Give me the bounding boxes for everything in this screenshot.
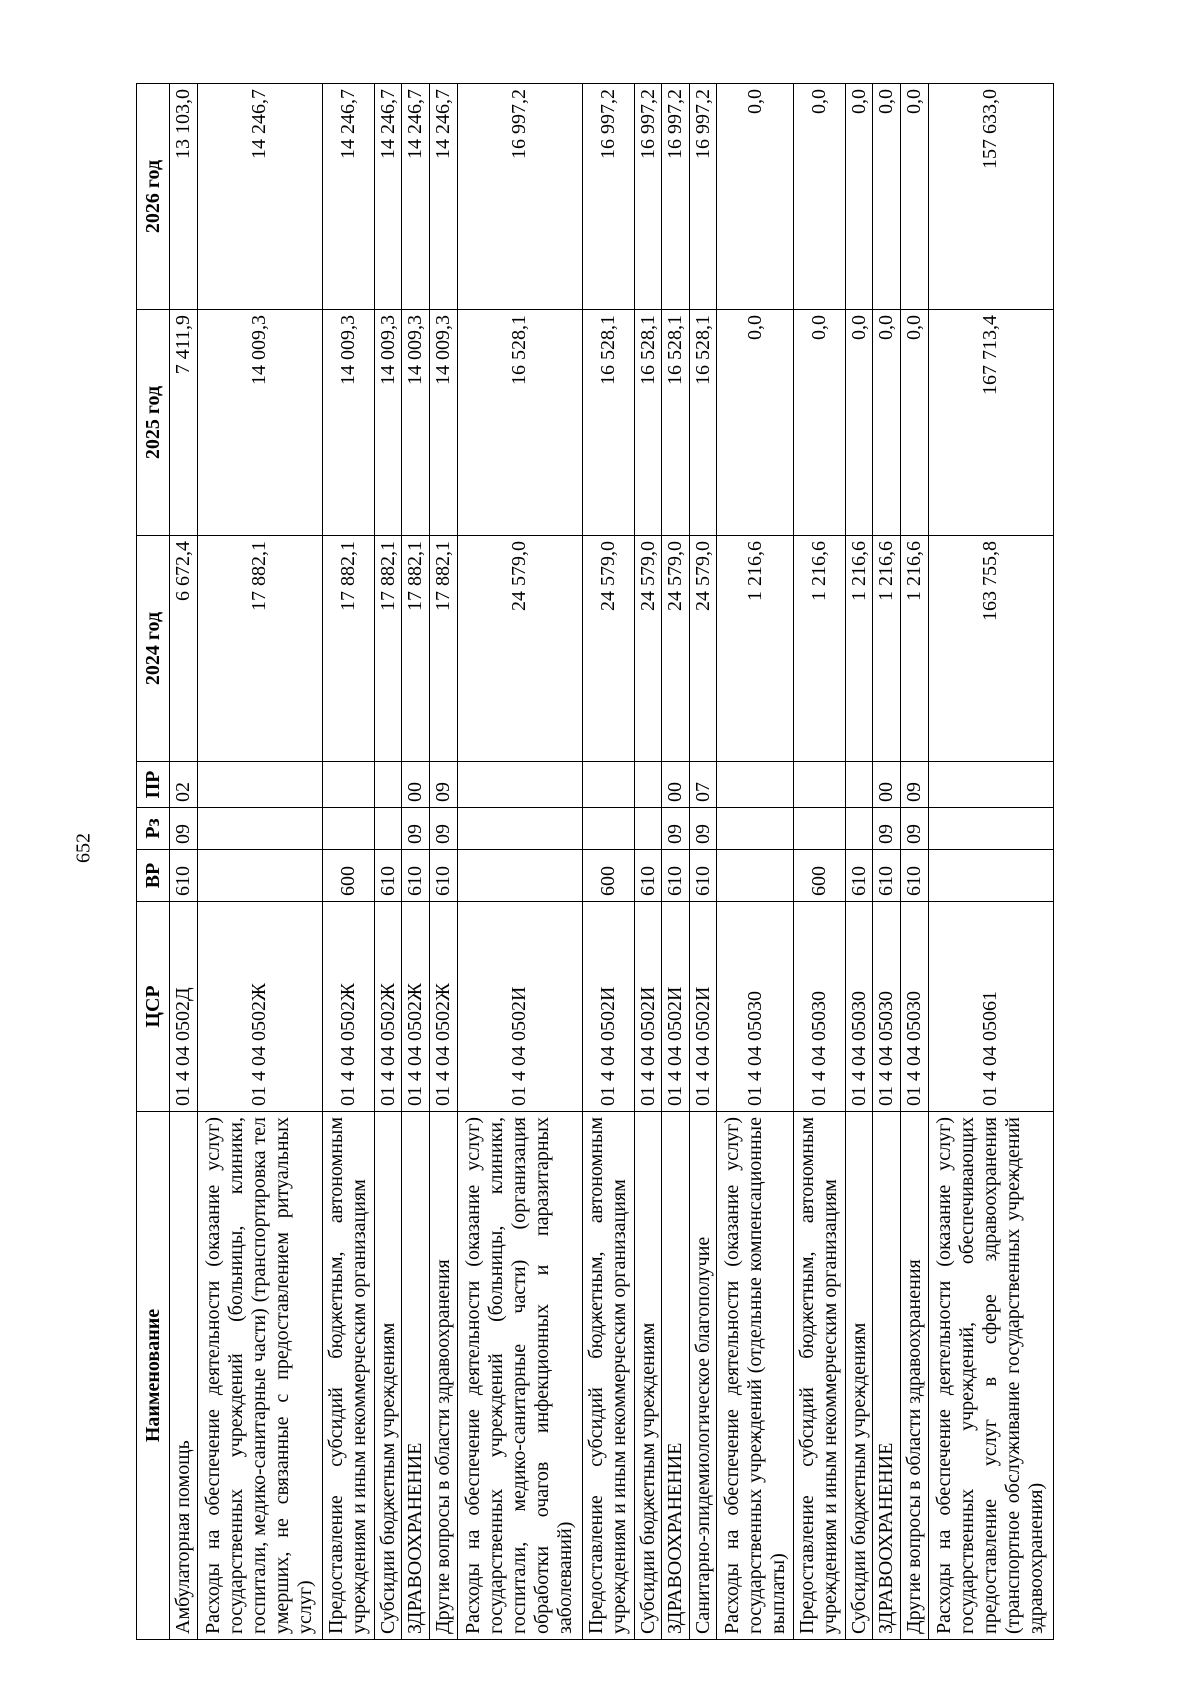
cell-2025: 0,0: [873, 310, 901, 536]
cell-name: ЗДРАВООХРАНЕНИЕ: [662, 1112, 690, 1640]
cell-name: ЗДРАВООХРАНЕНИЕ: [873, 1112, 901, 1640]
cell-pr: 00: [402, 762, 430, 808]
cell-vr: 610: [845, 850, 873, 902]
cell-csr: 01 4 04 0502И: [689, 902, 717, 1112]
cell-2025: 16 528,1: [634, 310, 662, 536]
cell-vr: [928, 850, 1053, 902]
rotated-table-wrapper: [136, 84, 1054, 1640]
header-vr: ВР: [137, 850, 170, 902]
table-row: [717, 84, 793, 1640]
cell-rz: [582, 808, 634, 850]
cell-csr: 01 4 04 05030: [873, 902, 901, 1112]
cell-2024: 1 216,6: [845, 536, 873, 762]
cell-pr: 09: [429, 762, 457, 808]
cell-2024: 1 216,6: [717, 536, 793, 762]
table-row: [374, 84, 402, 1640]
cell-name: Предоставление субсидий бюджетным, автономным учреждениям и иным некоммерческим организациям: [322, 1112, 374, 1640]
cell-csr: 01 4 04 0502И: [582, 902, 634, 1112]
cell-vr: 600: [322, 850, 374, 902]
cell-rz: 09: [873, 808, 901, 850]
cell-2026: 14 246,7: [322, 84, 374, 310]
cell-pr: 09: [901, 762, 929, 808]
cell-2025: 14 009,3: [402, 310, 430, 536]
header-name: Наименование: [137, 1112, 170, 1640]
cell-2025: 0,0: [901, 310, 929, 536]
cell-vr: 610: [689, 850, 717, 902]
page-number: 652: [72, 833, 95, 863]
cell-rz: 09: [901, 808, 929, 850]
cell-name: ЗДРАВООХРАНЕНИЕ: [402, 1112, 430, 1640]
cell-2026: 16 997,2: [582, 84, 634, 310]
cell-csr: 01 4 04 0502И: [634, 902, 662, 1112]
cell-2024: 24 579,0: [457, 536, 582, 762]
cell-2026: 0,0: [901, 84, 929, 310]
cell-name: Расходы на обеспечение деятельности (оказание услуг) государственных учреждений (больницы, клиники, госпитали, медико-санитарные части) (организация обработки очагов инфекционных и паразитарных заболеваний): [457, 1112, 582, 1640]
cell-pr: 02: [170, 762, 198, 808]
cell-pr: [457, 762, 582, 808]
cell-vr: 600: [582, 850, 634, 902]
cell-csr: 01 4 04 05030: [793, 902, 845, 1112]
cell-vr: 610: [402, 850, 430, 902]
table-row: [873, 84, 901, 1640]
cell-2026: 0,0: [793, 84, 845, 310]
table-row: [901, 84, 929, 1640]
table-row: [845, 84, 873, 1640]
cell-csr: 01 4 04 0502Ж: [374, 902, 402, 1112]
cell-2025: 167 713,4: [928, 310, 1053, 536]
table-row: [457, 84, 582, 1640]
header-2026: 2026 год: [137, 84, 170, 310]
cell-rz: [322, 808, 374, 850]
cell-name: Расходы на обеспечение деятельности (оказание услуг) государственных учреждений (больницы, клиники, госпитали, медико-санитарные части) (транспортировка тел умерших, не связанные с предоставлением ритуальных услуг): [197, 1112, 322, 1640]
cell-name: Расходы на обеспечение деятельности (оказание услуг) государственных учреждений (отдельные компенсационные выплаты): [717, 1112, 793, 1640]
cell-pr: [793, 762, 845, 808]
cell-2025: 14 009,3: [374, 310, 402, 536]
cell-2025: 0,0: [845, 310, 873, 536]
header-2024: 2024 год: [137, 536, 170, 762]
cell-pr: 00: [662, 762, 690, 808]
cell-csr: 01 4 04 05030: [845, 902, 873, 1112]
cell-name: Расходы на обеспечение деятельности (оказание услуг) государственных учреждений, обеспечивающих предоставление услуг в сфере здравоохранения (транспортное обслуживание государственных учреждений здравоохранения): [928, 1112, 1053, 1640]
cell-2025: 0,0: [717, 310, 793, 536]
cell-csr: 01 4 04 0502И: [457, 902, 582, 1112]
table-row: [662, 84, 690, 1640]
cell-pr: [634, 762, 662, 808]
cell-2025: 16 528,1: [582, 310, 634, 536]
cell-2026: 157 633,0: [928, 84, 1053, 310]
cell-name: Другие вопросы в области здравоохранения: [429, 1112, 457, 1640]
cell-2024: 1 216,6: [873, 536, 901, 762]
cell-2026: 0,0: [873, 84, 901, 310]
cell-2024: 1 216,6: [793, 536, 845, 762]
cell-pr: [374, 762, 402, 808]
cell-2024: 24 579,0: [689, 536, 717, 762]
table-header-row: [137, 84, 170, 1640]
cell-2025: 7 411,9: [170, 310, 198, 536]
cell-rz: [928, 808, 1053, 850]
cell-2024: 17 882,1: [197, 536, 322, 762]
cell-2024: 24 579,0: [582, 536, 634, 762]
header-pr: ПР: [137, 762, 170, 808]
cell-rz: 09: [429, 808, 457, 850]
cell-2025: 16 528,1: [689, 310, 717, 536]
cell-pr: [845, 762, 873, 808]
cell-2024: 17 882,1: [374, 536, 402, 762]
cell-name: Субсидии бюджетным учреждениям: [374, 1112, 402, 1640]
cell-csr: 01 4 04 0502Ж: [197, 902, 322, 1112]
cell-2024: 17 882,1: [322, 536, 374, 762]
cell-name: Предоставление субсидий бюджетным, автономным учреждениям и иным некоммерческим организациям: [582, 1112, 634, 1640]
cell-vr: 610: [662, 850, 690, 902]
table-row: [689, 84, 717, 1640]
cell-2026: 16 997,2: [662, 84, 690, 310]
cell-rz: 09: [662, 808, 690, 850]
table-row: [928, 84, 1053, 1640]
cell-csr: 01 4 04 05030: [901, 902, 929, 1112]
cell-2026: 0,0: [845, 84, 873, 310]
cell-vr: 610: [634, 850, 662, 902]
cell-rz: [845, 808, 873, 850]
cell-csr: 01 4 04 0502Ж: [322, 902, 374, 1112]
cell-2024: 163 755,8: [928, 536, 1053, 762]
cell-2026: 13 103,0: [170, 84, 198, 310]
cell-pr: [717, 762, 793, 808]
cell-2024: 6 672,4: [170, 536, 198, 762]
cell-csr: 01 4 04 0502Ж: [402, 902, 430, 1112]
header-2025: 2025 год: [137, 310, 170, 536]
cell-name: Другие вопросы в области здравоохранения: [901, 1112, 929, 1640]
cell-vr: [717, 850, 793, 902]
cell-pr: [197, 762, 322, 808]
cell-2026: 14 246,7: [429, 84, 457, 310]
cell-rz: [457, 808, 582, 850]
cell-2026: 16 997,2: [689, 84, 717, 310]
cell-vr: [197, 850, 322, 902]
cell-rz: 09: [689, 808, 717, 850]
cell-2026: 0,0: [717, 84, 793, 310]
table-row: [634, 84, 662, 1640]
cell-2026: 14 246,7: [374, 84, 402, 310]
table-row: [582, 84, 634, 1640]
cell-2024: 24 579,0: [634, 536, 662, 762]
budget-table: [136, 83, 1054, 1640]
cell-2025: 14 009,3: [322, 310, 374, 536]
cell-2024: 24 579,0: [662, 536, 690, 762]
cell-2026: 14 246,7: [197, 84, 322, 310]
cell-pr: 00: [873, 762, 901, 808]
cell-pr: [582, 762, 634, 808]
table-body: [170, 84, 1054, 1640]
cell-2025: 16 528,1: [662, 310, 690, 536]
cell-2026: 14 246,7: [402, 84, 430, 310]
cell-vr: 600: [793, 850, 845, 902]
cell-rz: [793, 808, 845, 850]
header-csr: ЦСР: [137, 902, 170, 1112]
cell-vr: 610: [901, 850, 929, 902]
cell-2024: 1 216,6: [901, 536, 929, 762]
table-row: [322, 84, 374, 1640]
cell-2024: 17 882,1: [429, 536, 457, 762]
cell-pr: 07: [689, 762, 717, 808]
cell-csr: 01 4 04 05030: [717, 902, 793, 1112]
table-row: [429, 84, 457, 1640]
cell-2025: 0,0: [793, 310, 845, 536]
cell-2024: 17 882,1: [402, 536, 430, 762]
cell-name: Санитарно-эпидемиологическое благополучие: [689, 1112, 717, 1640]
cell-csr: 01 4 04 0502Ж: [429, 902, 457, 1112]
cell-vr: [457, 850, 582, 902]
cell-rz: [197, 808, 322, 850]
cell-rz: [717, 808, 793, 850]
cell-name: Предоставление субсидий бюджетным, автономным учреждениям и иным некоммерческим организациям: [793, 1112, 845, 1640]
cell-name: Субсидии бюджетным учреждениям: [634, 1112, 662, 1640]
cell-csr: 01 4 04 0502Д: [170, 902, 198, 1112]
table-row: [170, 84, 198, 1640]
table-row: [402, 84, 430, 1640]
cell-csr: 01 4 04 0502И: [662, 902, 690, 1112]
cell-name: Амбулаторная помощь: [170, 1112, 198, 1640]
cell-vr: 610: [429, 850, 457, 902]
header-rz: Рз: [137, 808, 170, 850]
cell-rz: [374, 808, 402, 850]
cell-2025: 16 528,1: [457, 310, 582, 536]
cell-csr: 01 4 04 05061: [928, 902, 1053, 1112]
cell-2026: 16 997,2: [457, 84, 582, 310]
cell-rz: 09: [170, 808, 198, 850]
cell-vr: 610: [170, 850, 198, 902]
cell-vr: 610: [374, 850, 402, 902]
cell-2025: 14 009,3: [197, 310, 322, 536]
cell-rz: [634, 808, 662, 850]
table-row: [793, 84, 845, 1640]
cell-2026: 16 997,2: [634, 84, 662, 310]
cell-rz: 09: [402, 808, 430, 850]
table-row: [197, 84, 322, 1640]
cell-vr: 610: [873, 850, 901, 902]
cell-pr: [322, 762, 374, 808]
cell-name: Субсидии бюджетным учреждениям: [845, 1112, 873, 1640]
cell-pr: [928, 762, 1053, 808]
cell-2025: 14 009,3: [429, 310, 457, 536]
